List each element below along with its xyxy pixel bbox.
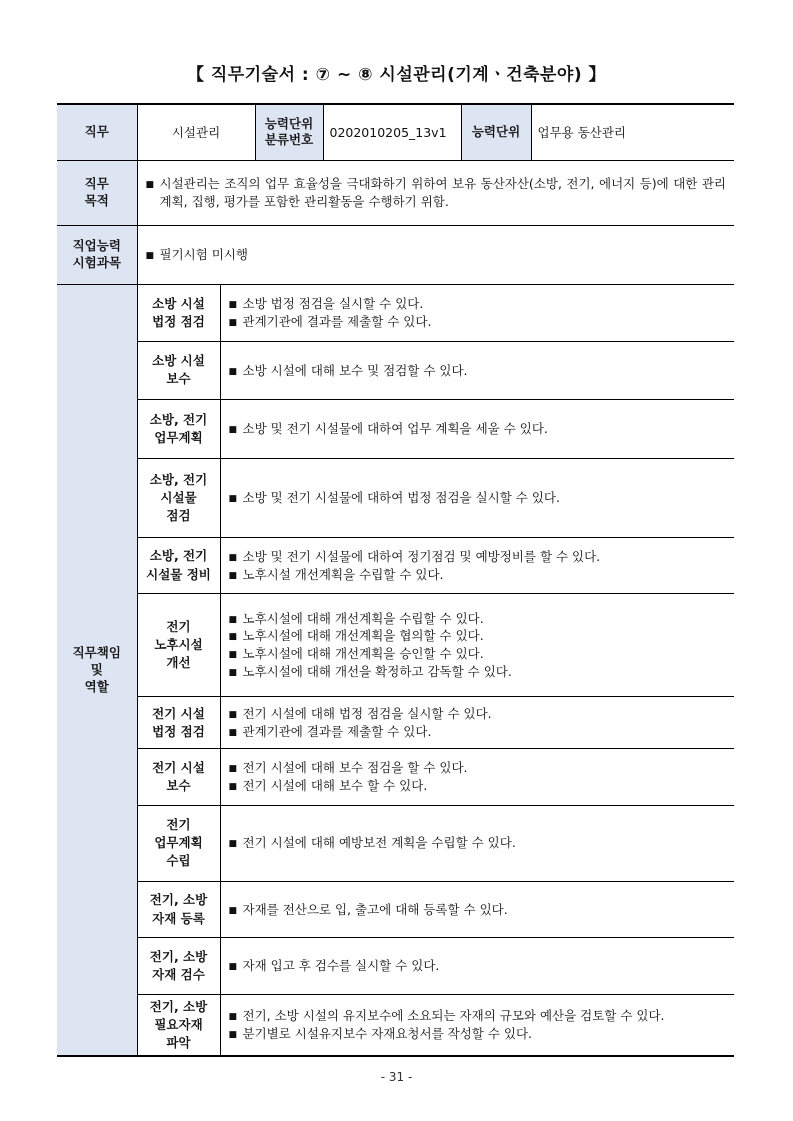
code-value: 0202010205_13v1 xyxy=(323,104,461,160)
page-number: - 31 - xyxy=(380,1070,413,1084)
code-label: 능력단위 분류번호 xyxy=(255,104,323,160)
bullet-icon: ■ xyxy=(145,251,155,262)
bullet-icon: ■ xyxy=(228,614,238,625)
responsibility-items xyxy=(220,594,734,697)
responsibility-row xyxy=(57,696,734,748)
responsibility-items xyxy=(220,341,734,400)
responsibility-items xyxy=(220,994,734,1056)
responsibility-row xyxy=(57,537,734,593)
responsibility-item: ■ 전기 시설에 대해 보수 점검을 할 수 있다. xyxy=(228,760,468,776)
responsibility-item: ■ 전기 시설에 대해 법정 점검을 실시할 수 있다. xyxy=(228,705,492,721)
responsibility-item: ■ 자재를 전산으로 입, 출고에 대해 등록할 수 있다. xyxy=(228,901,508,917)
bullet-icon: ■ xyxy=(228,667,238,678)
responsibility-row xyxy=(57,285,734,341)
responsibility-title: 소방, 전기 시설물 정비 xyxy=(137,537,220,593)
bullet-icon: ■ xyxy=(228,366,238,377)
responsibility-item: ■ 소방 법정 점검을 실시할 수 있다. xyxy=(228,296,424,312)
bullet-icon: ■ xyxy=(228,425,238,436)
responsibility-title: 전기, 소방 필요자재 파악 xyxy=(137,994,220,1056)
responsibility-title: 전기 시설 법정 점검 xyxy=(137,696,220,748)
responsibility-title: 전기 시설 보수 xyxy=(137,749,220,805)
responsibility-title: 전기 업무계획 수립 xyxy=(137,805,220,881)
responsibility-row xyxy=(57,938,734,994)
bullet-icon: ■ xyxy=(228,570,238,581)
responsibility-title: 소방 시설 법정 점검 xyxy=(137,285,220,341)
responsibility-row xyxy=(57,749,734,805)
responsibility-row xyxy=(57,341,734,400)
job-header-row xyxy=(57,104,734,160)
responsibility-item: ■ 관계기관에 결과를 제출할 수 있다. xyxy=(228,723,432,739)
responsibility-item: ■ 분기별로 시설유지보수 자재요청서를 작성할 수 있다. xyxy=(228,1025,532,1041)
responsibility-items xyxy=(220,537,734,593)
bullet-icon: ■ xyxy=(228,300,238,311)
bullet-icon: ■ xyxy=(228,962,238,973)
responsibility-items xyxy=(220,285,734,341)
bullet-icon: ■ xyxy=(228,839,238,850)
bullet-icon: ■ xyxy=(228,1029,238,1040)
responsibility-title: 소방, 전기 업무계획 xyxy=(137,400,220,459)
document-title: 【 직무기술서 : ⑦ ~ ⑧ 시설관리(기계ㆍ건축분야) 】 xyxy=(186,65,607,85)
bullet-icon: ■ xyxy=(228,552,238,563)
responsibility-item: ■ 소방 시설에 대해 보수 및 점검할 수 있다. xyxy=(228,362,468,378)
bullet-icon: ■ xyxy=(228,764,238,775)
bullet-icon: ■ xyxy=(228,782,238,793)
bullet-icon: ■ xyxy=(228,317,238,328)
purpose-label: 직무 목적 xyxy=(57,160,137,225)
responsibility-item: ■ 노후시설에 대해 개선계획을 수립할 수 있다. xyxy=(228,610,484,626)
bullet-icon: ■ xyxy=(228,709,238,720)
job-value: 시설관리 xyxy=(137,104,255,160)
responsibility-row xyxy=(57,594,734,697)
bullet-icon: ■ xyxy=(228,650,238,661)
responsibility-row xyxy=(57,881,734,937)
responsibility-item: ■ 소방 및 전기 시설물에 대하여 정기점검 및 예방정비를 할 수 있다. xyxy=(228,548,601,564)
responsibility-item: ■ 관계기관에 결과를 제출할 수 있다. xyxy=(228,313,432,329)
responsibility-title: 전기, 소방 자재 검수 xyxy=(137,938,220,994)
responsibility-item: ■ 노후시설에 대해 개선계획을 승인할 수 있다. xyxy=(228,646,484,662)
exam-row xyxy=(57,225,734,285)
bullet-icon: ■ xyxy=(228,727,238,738)
responsibility-items xyxy=(220,805,734,881)
responsibility-item: ■ 소방 및 전기 시설물에 대하여 업무 계획을 세울 수 있다. xyxy=(228,421,548,437)
responsibility-item: ■ 자재 입고 후 검수를 실시할 수 있다. xyxy=(228,958,440,974)
responsibility-item: ■ 전기, 소방 시설의 유지보수에 소요되는 자재의 규모와 예산을 검토할 수 있다. xyxy=(228,1008,665,1024)
responsibility-item: ■ 전기 시설에 대해 예방보전 계획을 수립할 수 있다. xyxy=(228,835,516,851)
responsibility-items xyxy=(220,458,734,537)
bullet-icon: ■ xyxy=(145,180,155,191)
job-description-table xyxy=(57,103,734,1057)
responsibility-row xyxy=(57,805,734,881)
exam-label: 직업능력 시험과목 xyxy=(57,225,137,285)
bullet-icon: ■ xyxy=(228,1012,238,1023)
responsibility-items xyxy=(220,400,734,459)
bullet-icon: ■ xyxy=(228,632,238,643)
responsibility-items xyxy=(220,938,734,994)
responsibility-title: 소방 시설 보수 xyxy=(137,341,220,400)
responsibility-item: ■ 노후시설 개선계획을 수립할 수 있다. xyxy=(228,566,444,582)
unit-label: 능력단위 xyxy=(461,104,531,160)
responsibility-title: 소방, 전기 시설물 점검 xyxy=(137,458,220,537)
purpose-row xyxy=(57,160,734,225)
responsibility-items xyxy=(220,881,734,937)
unit-value: 업무용 동산관리 xyxy=(531,104,734,160)
responsibility-item: ■ 노후시설에 대해 개선계획을 협의할 수 있다. xyxy=(228,628,484,644)
responsibility-title: 전기 노후시설 개선 xyxy=(137,594,220,697)
responsibility-row xyxy=(57,458,734,537)
responsibility-row xyxy=(57,400,734,459)
responsibility-items xyxy=(220,696,734,748)
bullet-icon: ■ xyxy=(228,905,238,916)
responsibility-items xyxy=(220,749,734,805)
bullet-icon: ■ xyxy=(228,493,238,504)
responsibility-item: ■ 소방 및 전기 시설물에 대하여 법정 점검을 실시할 수 있다. xyxy=(228,489,560,505)
responsibility-label: 직무책임 및 역할 xyxy=(57,285,137,1056)
job-label: 직무 xyxy=(57,104,137,160)
responsibility-item: ■ 전기 시설에 대해 보수 할 수 있다. xyxy=(228,778,428,794)
exam-text: ■ 필기시험 미시행 xyxy=(137,225,734,285)
responsibility-item: ■ 노후시설에 대해 개선을 확정하고 감독할 수 있다. xyxy=(228,663,512,679)
responsibility-row xyxy=(57,994,734,1056)
purpose-text: ■ 시설관리는 조직의 업무 효율성을 극대화하기 위하여 보유 동산자산(소방, 전기, 에너지 등)에 대한 관리계획, 집행, 평가를 포함한 관리활동을 수행하기 위함. xyxy=(137,160,734,225)
responsibility-title: 전기, 소방 자재 등록 xyxy=(137,881,220,937)
